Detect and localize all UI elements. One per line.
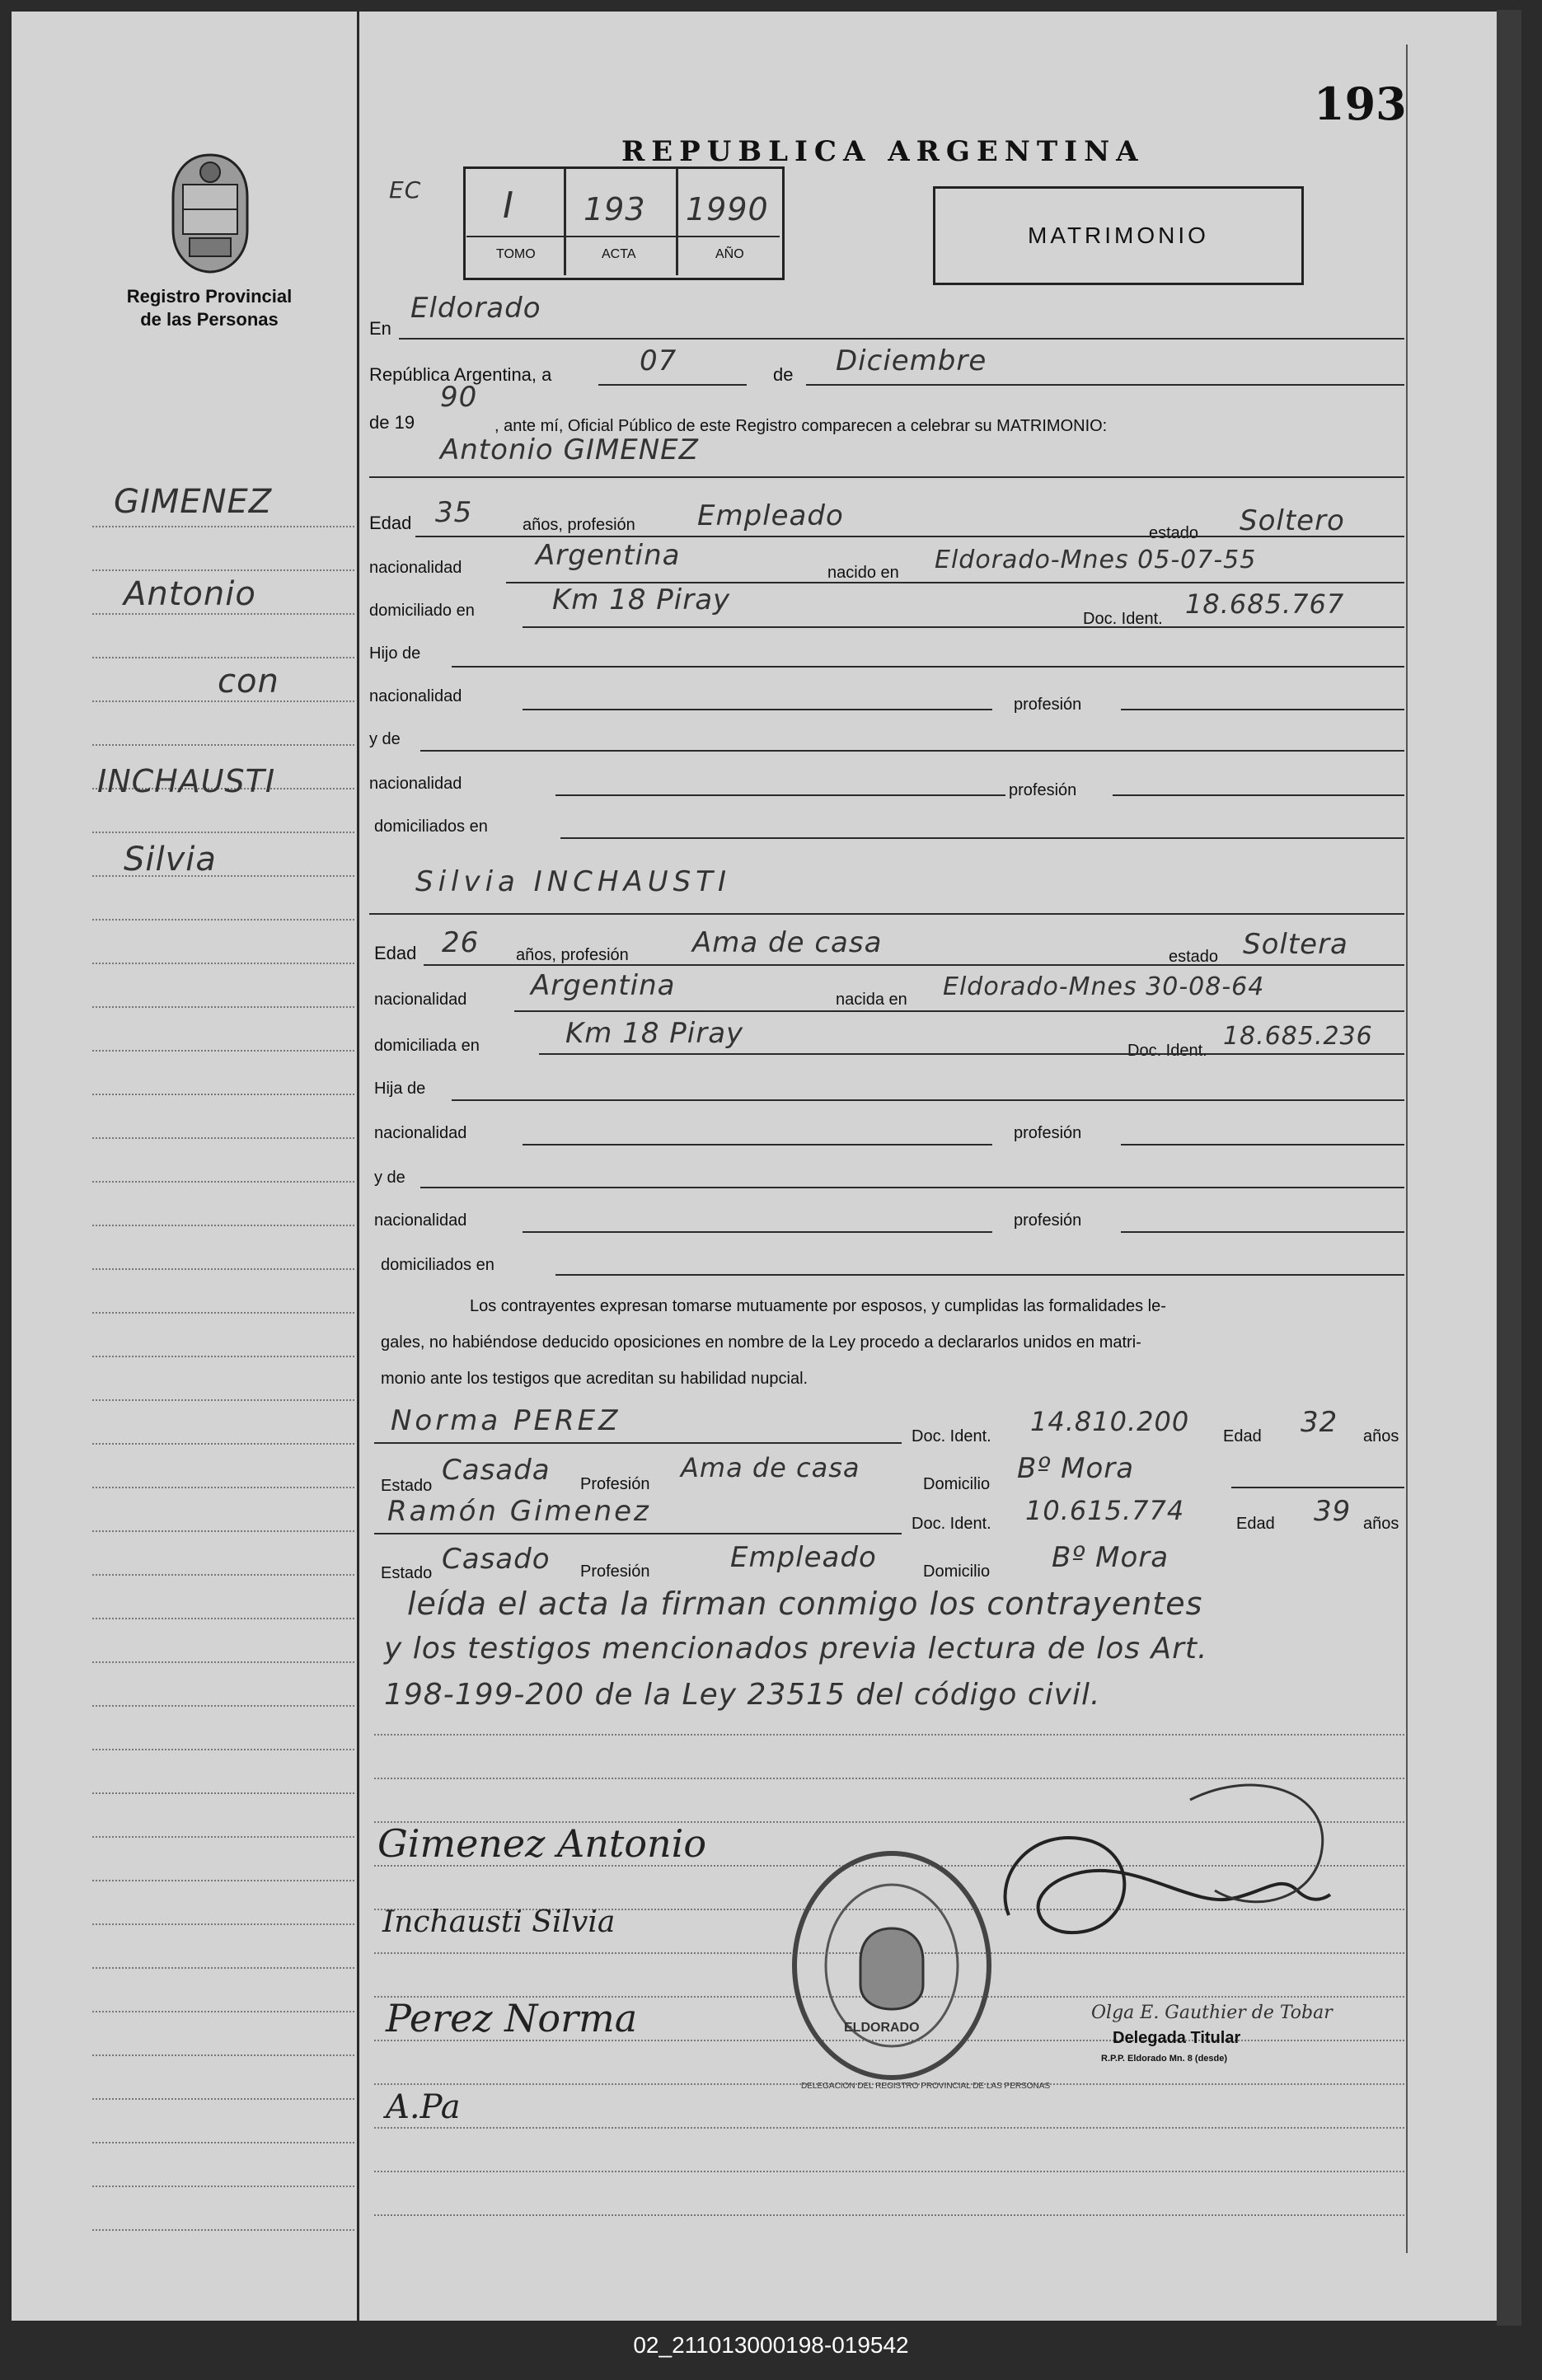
witness2-estado: Casado xyxy=(442,1543,551,1576)
ruled-line xyxy=(92,919,354,921)
margin-surname-2: INCHAUSTI xyxy=(97,763,276,799)
bride-doc-label: Doc. Ident. xyxy=(1127,1042,1207,1060)
groom-nac3-label: nacionalidad xyxy=(369,775,462,793)
ruled-line xyxy=(92,832,354,833)
ruled-line xyxy=(92,1356,354,1357)
official-title: Delegada Titular xyxy=(1113,2029,1241,2047)
groom-doc: 18.685.767 xyxy=(1185,588,1345,620)
record-page xyxy=(12,12,1497,2321)
tomo-value: I xyxy=(503,185,514,227)
ruled-line xyxy=(92,700,354,702)
ruled-line xyxy=(92,1792,354,1794)
bride-anos-label: años, profesión xyxy=(516,946,629,964)
official-reg: R.P.P. Eldorado Mn. 8 (desde) xyxy=(1101,2054,1228,2064)
ruled-line xyxy=(92,2011,354,2012)
ruled-line xyxy=(92,1967,354,1969)
ruled-line xyxy=(92,1137,354,1139)
witness2-doc-label: Doc. Ident. xyxy=(912,1515,991,1533)
place-value: Eldorado xyxy=(410,292,541,325)
ruled-line xyxy=(374,2214,1404,2216)
groom-edad-label: Edad xyxy=(369,513,412,533)
groom-age: 35 xyxy=(435,496,473,529)
image-caption: 02_211013000198-019542 xyxy=(633,2332,909,2358)
official-name: Olga E. Gauthier de Tobar xyxy=(1091,2003,1333,2023)
margin-given: Antonio xyxy=(124,575,256,613)
signature-groom: Gimenez Antonio xyxy=(377,1821,707,1866)
ruled-line xyxy=(92,1050,354,1052)
witness2-dom-label: Domicilio xyxy=(923,1562,991,1581)
coat-of-arms-icon xyxy=(165,152,255,275)
ruled-line xyxy=(92,2142,354,2143)
ec-mark: EC xyxy=(389,176,422,204)
bride-estado: Soltera xyxy=(1243,928,1348,961)
witness2-edad-label: Edad xyxy=(1236,1515,1275,1533)
stamp-text: DELEGACION DEL REGISTRO PROVINCIAL DE LAS PERSONAS xyxy=(801,2082,1051,2091)
bride-nac2-label: nacionalidad xyxy=(374,1124,467,1142)
notes-line1: leída el acta la firman conmigo los contrayentes xyxy=(407,1586,1203,1622)
official-stamp-icon xyxy=(785,1846,999,2085)
ruled-line xyxy=(92,2186,354,2187)
bride-nacida-label: nacida en xyxy=(836,991,907,1009)
witness2-domicile: Bº Mora xyxy=(1052,1541,1169,1574)
ruled-line xyxy=(92,1880,354,1881)
ruled-line xyxy=(92,1268,354,1270)
groom-prof3-label: profesión xyxy=(1009,781,1077,799)
notes-line3: 198-199-200 de la Ley 23515 del código civil. xyxy=(384,1678,1101,1712)
ruled-line xyxy=(374,1734,1404,1736)
bride-age: 26 xyxy=(442,926,480,959)
ruled-line xyxy=(92,1443,354,1445)
republica-label: República Argentina, a xyxy=(369,364,552,385)
margin-surname: GIMENEZ xyxy=(114,483,273,521)
bride-profession: Ama de casa xyxy=(692,926,883,959)
groom-nacido-label: nacido en xyxy=(827,564,899,582)
bride-estado-label: estado xyxy=(1169,948,1219,966)
year-suffix: 90 xyxy=(440,381,478,414)
witness1-dom-label: Domicilio xyxy=(923,1475,991,1493)
bride-hija-label: Hija de xyxy=(374,1080,426,1098)
ruled-line xyxy=(92,526,354,527)
witness1-doc-label: Doc. Ident. xyxy=(912,1427,991,1445)
doc-type: MATRIMONIO xyxy=(1028,223,1209,248)
bride-nationality: Argentina xyxy=(531,969,676,1002)
witness1-doc: 14.810.200 xyxy=(1030,1406,1190,1437)
ruled-line xyxy=(92,1094,354,1095)
ruled-line xyxy=(92,1749,354,1750)
ruled-line xyxy=(374,2171,1404,2172)
statement-line3: monio ante los testigos que acreditan su habilidad nupcial. xyxy=(381,1370,808,1388)
witness1-edad-label: Edad xyxy=(1223,1427,1262,1445)
margin-con: con xyxy=(218,663,279,700)
groom-name: Antonio GIMENEZ xyxy=(440,433,699,466)
bride-name: Silvia INCHAUSTI xyxy=(415,865,731,898)
bride-yde-label: y de xyxy=(374,1169,405,1187)
ruled-line xyxy=(92,1006,354,1008)
witness1-anos: años xyxy=(1363,1427,1399,1445)
official-signature-icon xyxy=(984,1750,1347,1998)
groom-domicile: Km 18 Piray xyxy=(552,583,731,616)
groom-nationality: Argentina xyxy=(536,539,681,572)
tomo-label: TOMO xyxy=(496,247,536,261)
de-label: de xyxy=(773,364,794,385)
ruled-line xyxy=(92,2054,354,2056)
anio-value: 1990 xyxy=(686,191,769,227)
ruled-line xyxy=(92,569,354,571)
ruled-line xyxy=(92,613,354,615)
acta-label: ACTA xyxy=(602,247,636,261)
witness1-profession: Ama de casa xyxy=(681,1452,860,1483)
groom-doms-label: domiciliados en xyxy=(374,818,488,836)
ruled-line xyxy=(92,2229,354,2231)
groom-hijo-label: Hijo de xyxy=(369,644,421,663)
ruled-line xyxy=(92,1312,354,1314)
groom-nac-label: nacionalidad xyxy=(369,559,462,577)
groom-dom-label: domiciliado en xyxy=(369,602,475,620)
day-value: 07 xyxy=(640,344,677,377)
signature-witness1: Perez Norma xyxy=(386,1996,638,2040)
statement-line2: gales, no habiéndose deducido oposiciones en nombre de la Ley procedo a declararlos unidos en matri- xyxy=(381,1333,1141,1352)
ruled-line xyxy=(92,744,354,746)
anio-label: AÑO xyxy=(715,247,744,261)
groom-birth: Eldorado-Mnes 05-07-55 xyxy=(935,546,1257,574)
acta-value: 193 xyxy=(584,191,646,227)
stamp-center: ELDORADO xyxy=(844,2021,920,2035)
witness1-name: Norma PEREZ xyxy=(391,1404,621,1437)
margin-given-2: Silvia xyxy=(124,841,217,878)
witness2-name: Ramón Gimenez xyxy=(387,1495,651,1528)
bride-nac3-label: nacionalidad xyxy=(374,1211,467,1230)
witness1-estado: Casada xyxy=(442,1454,551,1487)
witness2-age: 39 xyxy=(1314,1495,1352,1528)
witness1-domicile: Bº Mora xyxy=(1017,1452,1135,1485)
groom-anos-label: años, profesión xyxy=(523,516,635,534)
signature-bride: Inchausti Silvia xyxy=(382,1905,616,1939)
ruled-line xyxy=(92,1618,354,1619)
groom-prof2-label: profesión xyxy=(1014,696,1082,714)
book-spine xyxy=(1497,10,1521,2326)
ruled-line xyxy=(92,1574,354,1576)
witness2-doc: 10.615.774 xyxy=(1025,1495,1185,1526)
ruled-line xyxy=(92,1836,354,1838)
witness2-anos: años xyxy=(1363,1515,1399,1533)
year-prefix: de 19 xyxy=(369,412,415,433)
ruled-line xyxy=(92,1661,354,1663)
ruled-line xyxy=(92,1225,354,1226)
bride-dom-label: domiciliada en xyxy=(374,1037,480,1055)
country-title: REPUBLICA ARGENTINA xyxy=(621,135,1145,168)
ruled-line xyxy=(374,2127,1404,2129)
groom-estado-label: estado xyxy=(1149,524,1199,542)
bride-birth: Eldorado-Mnes 30-08-64 xyxy=(943,972,1265,1001)
right-margin-line xyxy=(1406,45,1408,2253)
ruled-line xyxy=(92,1530,354,1532)
bride-nac-label: nacionalidad xyxy=(374,991,467,1009)
bride-domicile: Km 18 Piray xyxy=(565,1017,744,1050)
witness2-prof-label: Profesión xyxy=(580,1562,650,1581)
witness2-profession: Empleado xyxy=(730,1541,877,1574)
agency-name: Registro Provincial de las Personas xyxy=(126,286,293,330)
ruled-line xyxy=(92,1399,354,1401)
witness1-age: 32 xyxy=(1301,1406,1338,1439)
ruled-line xyxy=(92,1487,354,1488)
ruled-line xyxy=(92,963,354,964)
margin-divider xyxy=(357,12,359,2321)
ruled-line xyxy=(92,1181,354,1183)
groom-yde-label: y de xyxy=(369,730,401,748)
witness1-estado-label: Estado xyxy=(381,1477,433,1495)
opening-text: , ante mí, Oficial Público de este Registro comparecen a celebrar su MATRIMONIO: xyxy=(494,417,1108,435)
bride-doc: 18.685.236 xyxy=(1223,1022,1373,1051)
signature-witness2: A.Pa xyxy=(386,2088,461,2126)
witness2-estado-label: Estado xyxy=(381,1564,433,1582)
bride-edad-label: Edad xyxy=(374,943,417,963)
groom-nac2-label: nacionalidad xyxy=(369,687,462,705)
ruled-line xyxy=(92,657,354,658)
ruled-line xyxy=(92,2098,354,2100)
en-label: En xyxy=(369,318,391,339)
folio-number: 193 xyxy=(1314,77,1407,130)
month-value: Diciembre xyxy=(836,344,987,377)
bride-doms-label: domiciliados en xyxy=(381,1256,494,1274)
witness1-prof-label: Profesión xyxy=(580,1475,650,1493)
groom-doc-label: Doc. Ident. xyxy=(1083,610,1163,628)
notes-line2: y los testigos mencionados previa lectura de los Art. xyxy=(384,1632,1208,1666)
groom-estado: Soltero xyxy=(1240,504,1345,537)
ruled-line xyxy=(92,1705,354,1707)
ruled-line xyxy=(92,1923,354,1925)
groom-profession: Empleado xyxy=(697,499,844,532)
statement-line1: Los contrayentes expresan tomarse mutuamente por esposos, y cumplidas las formalidades le- xyxy=(470,1297,1166,1315)
bride-prof3-label: profesión xyxy=(1014,1211,1082,1230)
bride-prof2-label: profesión xyxy=(1014,1124,1082,1142)
